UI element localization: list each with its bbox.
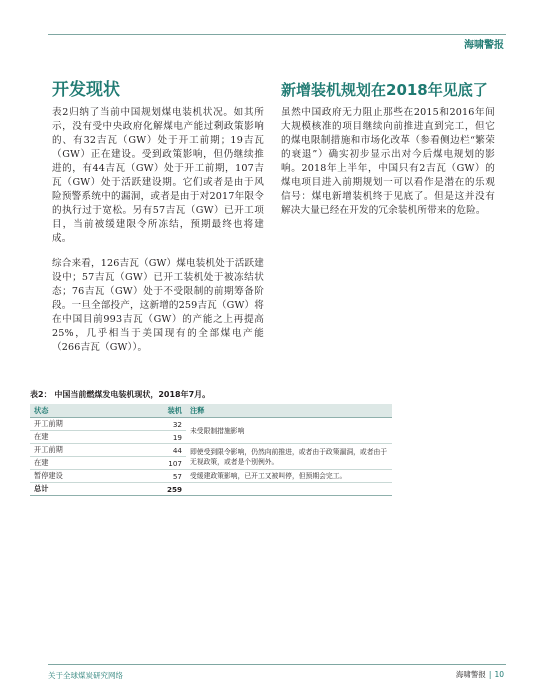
running-header: 海啸警报 — [464, 40, 504, 51]
section-heading-development-status: 开发现状 — [52, 80, 120, 100]
footer-separator: | — [488, 670, 492, 679]
cell-status: 开工前期 — [30, 418, 98, 431]
cell-status: 在建 — [30, 431, 98, 444]
page-number: 10 — [494, 670, 504, 679]
table-row — [30, 418, 392, 431]
header-rule — [48, 34, 506, 35]
left-column — [52, 80, 264, 366]
cell-total-capacity: 259 — [98, 483, 186, 496]
footer-rule — [48, 664, 506, 665]
capacity-table-block — [30, 389, 392, 496]
section-heading-new-capacity: 新增装机规划在2018年见底了 — [281, 81, 488, 99]
cell-capacity: 107 — [98, 457, 186, 470]
cell-total-label: 总计 — [30, 483, 98, 496]
table-row — [30, 444, 392, 457]
table-caption: 表2： 中国当前燃煤发电装机现状，2018年7月。 — [30, 390, 211, 399]
body-paragraph: 表2归纳了当前中国规划煤电装机状况。如其所示，没有受中央政府化解煤电产能过剩政策影响的、有32吉瓦（GW）处于开工前期；19吉瓦（GW）正在建设。受到政策影响，但仍继续推进的，有44吉瓦（GW）处于开工前期，107吉瓦（GW）处于活跃建设期。它们或者是由于风险预警系统中的漏洞，或者是由于对2017年限令的执行过于宽松。另有57吉瓦（GW）已开工项目，当前被缓建限令所冻结，预期最终也将建成。 — [52, 107, 264, 244]
table-header-row — [30, 404, 392, 418]
header-note: 注释 — [186, 404, 392, 418]
footer-publication-title: 海啸警报 — [455, 670, 486, 679]
header-capacity: 装机 — [98, 404, 186, 418]
footer-page-info — [456, 669, 504, 680]
cell-capacity: 44 — [98, 444, 186, 457]
capacity-table — [30, 404, 392, 496]
cell-status: 开工前期 — [30, 444, 98, 457]
cell-note: 受缓建政策影响，已开工又被叫停，但预期会完工。 — [186, 470, 392, 483]
footer-about-link[interactable]: 关于全球煤炭研究网络 — [48, 671, 123, 680]
body-paragraph: 虽然中国政府无力阻止那些在2015和2016年间大规模核准的项目继续向前推进直到完工，但它的煤电限制措施和市场化改革（参看侧边栏“繁荣的衰退”）确实初步显示出对今后煤电规划的影响。2018年上半年，中国只有2吉瓦（GW）的煤电项目进入前期规划一可以看作是潜在的乐观信号：煤电新增装机终于见底了。但是这并没有解决大量已经在开发的冗余装机所带来的危险。 — [281, 107, 495, 216]
table-row — [30, 470, 392, 483]
body-paragraph: 综合来看，126吉瓦（GW）煤电装机处于活跃建设中；57吉瓦（GW）已开工装机处于被冻结状态；76吉瓦（GW）处于不受限制的前期筹备阶段。一旦全部投产，这新增的259吉瓦（GW）将在中国目前993吉瓦（GW）的产能之上再提高25%，几乎相当于美国现有的全部煤电产能（266吉瓦（GW））。 — [52, 258, 264, 353]
cell-note: 即使受到限令影响，仍然向前推进，或者由于政策漏洞，或者由于无视政策，或者是个别例外。 — [186, 444, 392, 470]
cell-total-note — [186, 483, 392, 496]
cell-capacity: 32 — [98, 418, 186, 431]
cell-status: 在建 — [30, 457, 98, 470]
cell-status: 暂停建设 — [30, 470, 98, 483]
table-total-row — [30, 483, 392, 496]
cell-capacity: 19 — [98, 431, 186, 444]
cell-capacity: 57 — [98, 470, 186, 483]
header-status: 状态 — [30, 404, 98, 418]
cell-note: 未受限制措施影响 — [186, 418, 392, 444]
right-column — [281, 80, 495, 229]
